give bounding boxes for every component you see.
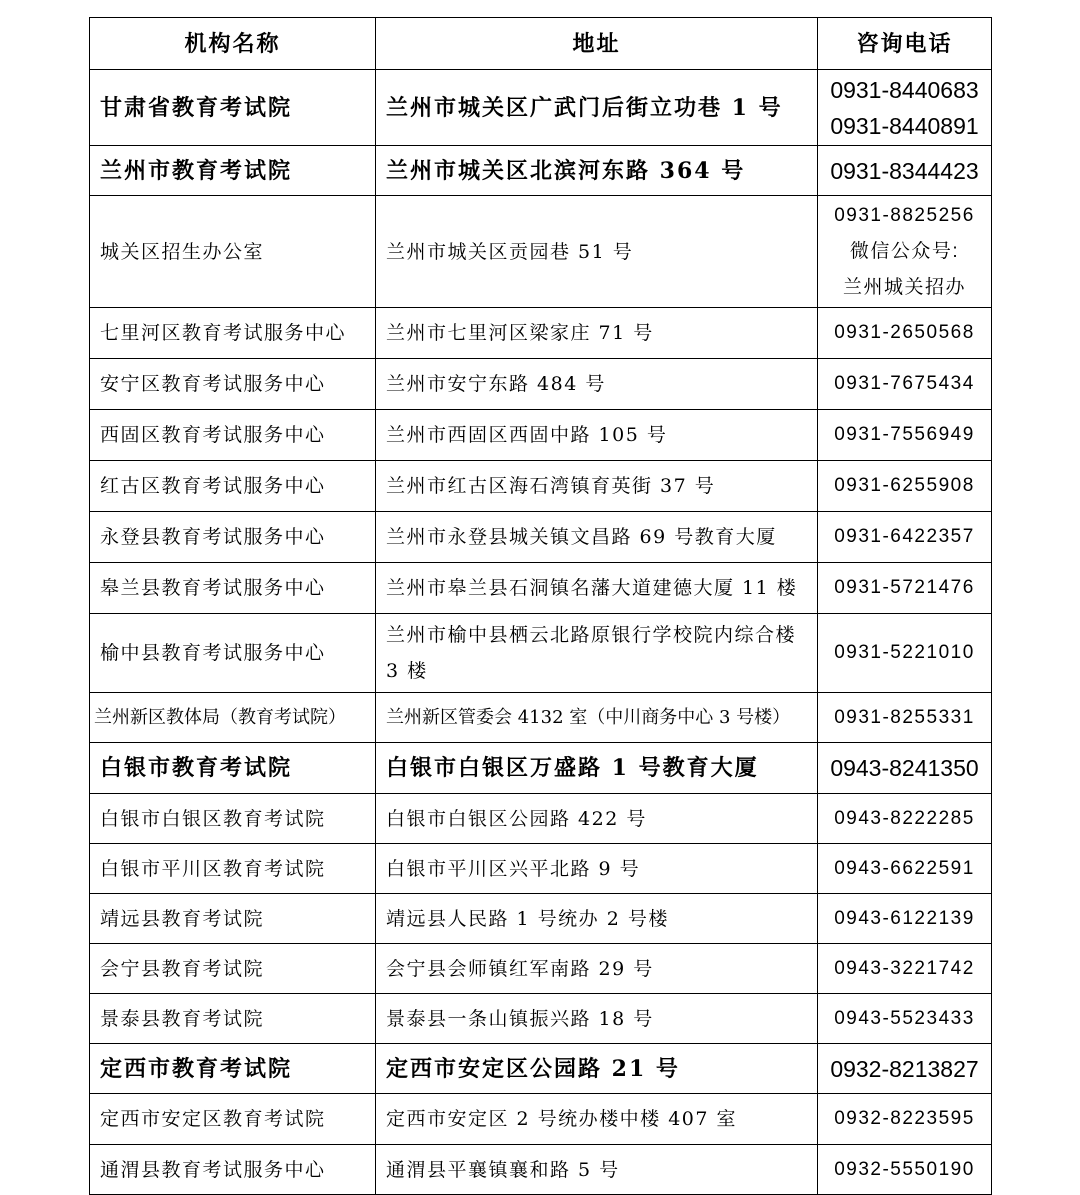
org-name: 白银市教育考试院 bbox=[90, 743, 376, 794]
table-row bbox=[90, 743, 992, 794]
org-address: 兰州市城关区贡园巷 51 号 bbox=[376, 196, 818, 308]
org-address: 定西市安定区公园路 21 号 bbox=[376, 1044, 818, 1094]
org-address: 白银市白银区公园路 422 号 bbox=[376, 794, 818, 844]
phone-line: 0931-8344423 bbox=[830, 157, 979, 184]
org-address: 兰州市永登县城关镇文昌路 69 号教育大厦 bbox=[376, 512, 818, 563]
org-address: 兰州市城关区北滨河东路 364 号 bbox=[376, 146, 818, 196]
org-name: 皋兰县教育考试服务中心 bbox=[90, 563, 376, 614]
org-name: 定西市教育考试院 bbox=[90, 1044, 376, 1094]
header-name: 机构名称 bbox=[90, 18, 376, 70]
org-phone: 0931-2650568 bbox=[818, 308, 992, 359]
org-name: 城关区招生办公室 bbox=[90, 196, 376, 308]
table-row bbox=[90, 461, 992, 512]
org-address: 白银市白银区万盛路 1 号教育大厦 bbox=[376, 743, 818, 794]
org-phone bbox=[818, 146, 992, 196]
table-row bbox=[90, 994, 992, 1044]
org-name: 西固区教育考试服务中心 bbox=[90, 410, 376, 461]
org-phone: 0931-8255331 bbox=[818, 693, 992, 743]
table-row bbox=[90, 563, 992, 614]
org-name: 安宁区教育考试服务中心 bbox=[90, 359, 376, 410]
org-address: 兰州市红古区海石湾镇育英街 37 号 bbox=[376, 461, 818, 512]
table-row bbox=[90, 196, 992, 308]
org-address: 兰州市七里河区梁家庄 71 号 bbox=[376, 308, 818, 359]
table-row bbox=[90, 308, 992, 359]
table-row bbox=[90, 944, 992, 994]
table-row bbox=[90, 1094, 992, 1145]
org-phone: 0931-6255908 bbox=[818, 461, 992, 512]
table-row bbox=[90, 410, 992, 461]
table-row bbox=[90, 693, 992, 743]
org-phone bbox=[818, 70, 992, 146]
org-name: 定西市安定区教育考试院 bbox=[90, 1094, 376, 1145]
org-phone: 0943-8241350 bbox=[818, 743, 992, 794]
org-address: 定西市安定区 2 号统办楼中楼 407 室 bbox=[376, 1094, 818, 1145]
phone-line: 0931-8825256 bbox=[834, 204, 975, 226]
org-name: 永登县教育考试服务中心 bbox=[90, 512, 376, 563]
table-row bbox=[90, 894, 992, 944]
org-phone: 0932-5550190 bbox=[818, 1145, 992, 1195]
org-phone: 0931-7556949 bbox=[818, 410, 992, 461]
org-phone: 0943-5523433 bbox=[818, 994, 992, 1044]
phone-line: 0931-8440683 bbox=[830, 76, 979, 103]
table-row bbox=[90, 70, 992, 146]
org-address: 会宁县会师镇红军南路 29 号 bbox=[376, 944, 818, 994]
org-phone: 0931-5721476 bbox=[818, 563, 992, 614]
org-phone: 0943-6122139 bbox=[818, 894, 992, 944]
org-name: 兰州市教育考试院 bbox=[90, 146, 376, 196]
org-name: 红古区教育考试服务中心 bbox=[90, 461, 376, 512]
table-row bbox=[90, 614, 992, 693]
org-phone: 0931-7675434 bbox=[818, 359, 992, 410]
org-phone: 0931-5221010 bbox=[818, 614, 992, 693]
table-row bbox=[90, 359, 992, 410]
org-phone: 0943-3221742 bbox=[818, 944, 992, 994]
org-address: 兰州市榆中县栖云北路原银行学校院内综合楼 3 楼 bbox=[376, 614, 818, 693]
org-name: 兰州新区教体局（教育考试院） bbox=[90, 693, 376, 743]
org-name: 七里河区教育考试服务中心 bbox=[90, 308, 376, 359]
header-phone: 咨询电话 bbox=[818, 18, 992, 70]
contact-table bbox=[89, 17, 992, 1195]
org-phone: 0931-6422357 bbox=[818, 512, 992, 563]
table-row bbox=[90, 1145, 992, 1195]
org-phone bbox=[818, 196, 992, 308]
header-address: 地址 bbox=[376, 18, 818, 70]
table-header-row bbox=[90, 18, 992, 70]
phone-line: 微信公众号: bbox=[849, 240, 960, 262]
org-address: 兰州市皋兰县石洞镇名藩大道建德大厦 11 楼 bbox=[376, 563, 818, 614]
table-row bbox=[90, 1044, 992, 1094]
table-row bbox=[90, 844, 992, 894]
org-address: 兰州市西固区西固中路 105 号 bbox=[376, 410, 818, 461]
org-name: 会宁县教育考试院 bbox=[90, 944, 376, 994]
org-address: 兰州新区管委会 4132 室（中川商务中心 3 号楼） bbox=[376, 693, 818, 743]
org-name: 白银市平川区教育考试院 bbox=[90, 844, 376, 894]
org-phone: 0932-8213827 bbox=[818, 1044, 992, 1094]
org-phone: 0943-8222285 bbox=[818, 794, 992, 844]
org-address: 通渭县平襄镇襄和路 5 号 bbox=[376, 1145, 818, 1195]
org-name: 靖远县教育考试院 bbox=[90, 894, 376, 944]
org-address: 兰州市安宁东路 484 号 bbox=[376, 359, 818, 410]
org-name: 甘肃省教育考试院 bbox=[90, 70, 376, 146]
org-address: 景泰县一条山镇振兴路 18 号 bbox=[376, 994, 818, 1044]
phone-line: 兰州城关招办 bbox=[842, 276, 966, 298]
table-row bbox=[90, 512, 992, 563]
org-address: 兰州市城关区广武门后街立功巷 1 号 bbox=[376, 70, 818, 146]
org-phone: 0943-6622591 bbox=[818, 844, 992, 894]
phone-line: 0931-8440891 bbox=[830, 112, 979, 139]
table-row bbox=[90, 146, 992, 196]
table-row bbox=[90, 794, 992, 844]
org-name: 白银市白银区教育考试院 bbox=[90, 794, 376, 844]
org-phone: 0932-8223595 bbox=[818, 1094, 992, 1145]
org-address: 靖远县人民路 1 号统办 2 号楼 bbox=[376, 894, 818, 944]
org-name: 通渭县教育考试服务中心 bbox=[90, 1145, 376, 1195]
org-address: 白银市平川区兴平北路 9 号 bbox=[376, 844, 818, 894]
org-name: 景泰县教育考试院 bbox=[90, 994, 376, 1044]
org-name: 榆中县教育考试服务中心 bbox=[90, 614, 376, 693]
